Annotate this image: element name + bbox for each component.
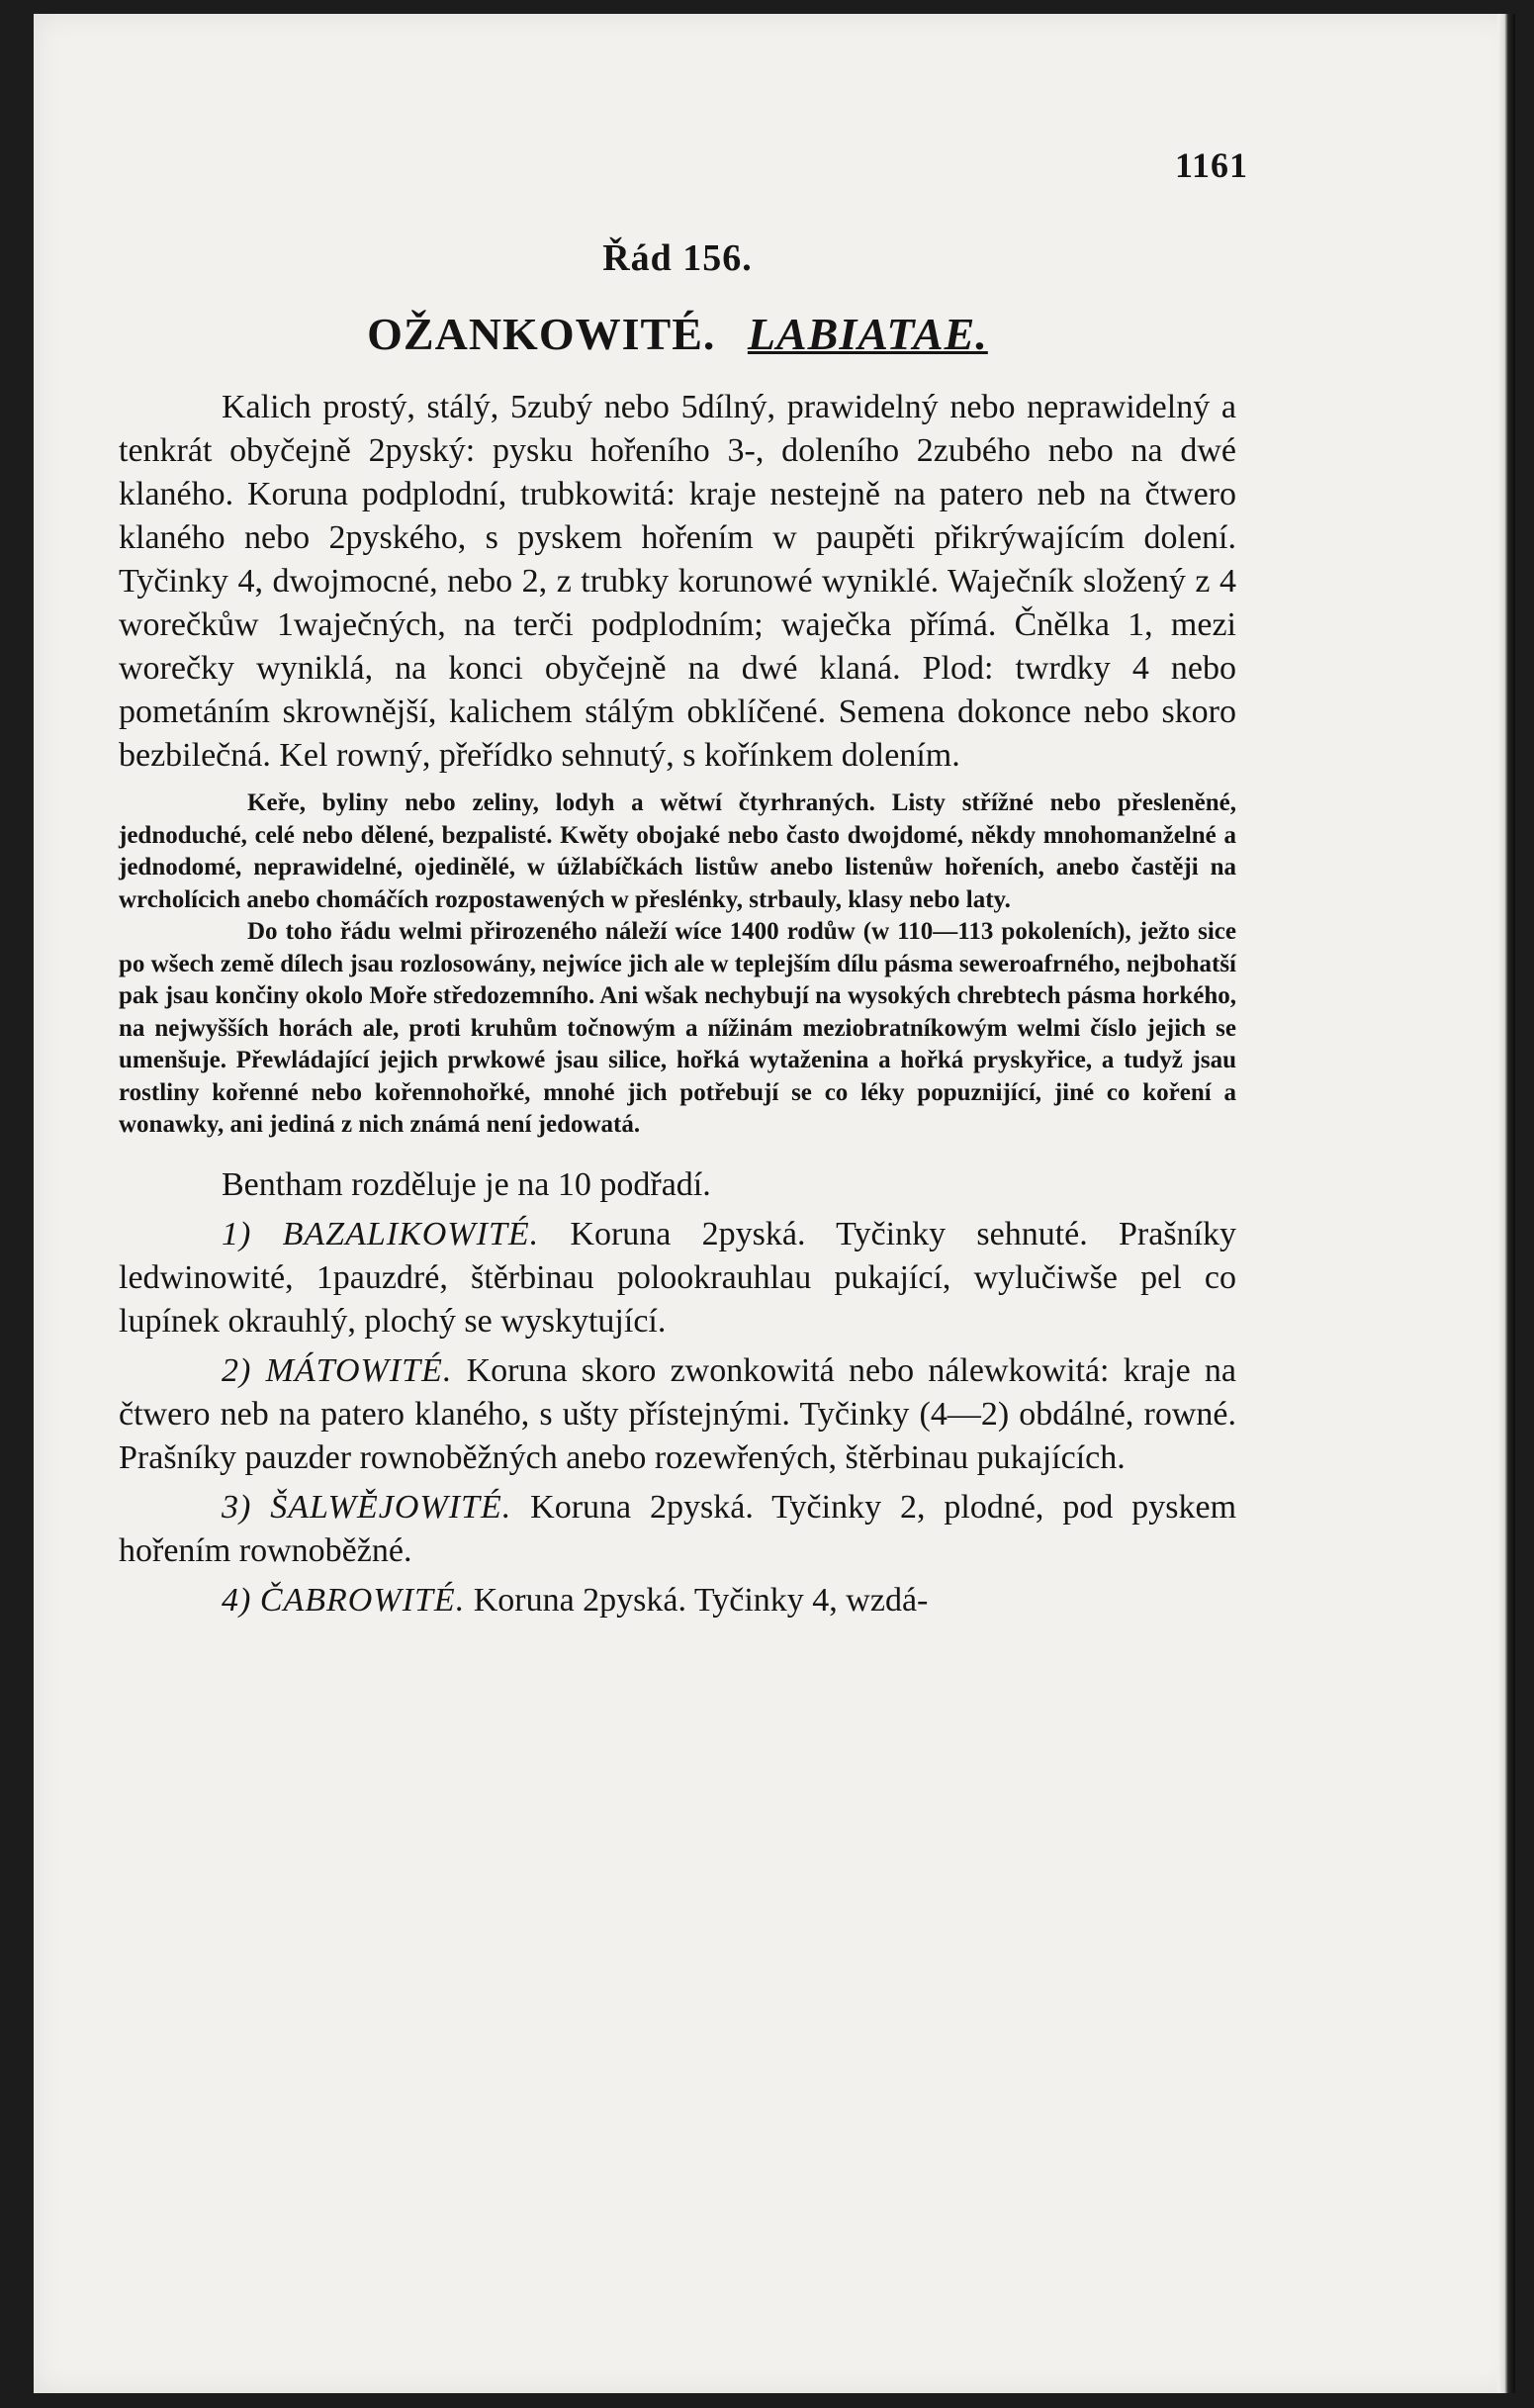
- note-habit: Keře, byliny nebo zeliny, lodyh a wětwí čtyrhraných. Listy střížné nebo přesleněné, jednoduché, celé nebo dělené, bezpalisté. Kwěty obojaké nebo často dwojdomé, někdy mnohomanželné a jednodomé, neprawidelné, ojedinělé, w úžlabíčkách listůw anebo listenůw hořeních, anebo častěji na wrcholícich anebo chomáčích rozpostawených w přeslénky, strbauly, klasy nebo laty.: [119, 789, 1236, 913]
- subfamily-1: [119, 1213, 1236, 1343]
- subfamily-1-name: BAZALIKOWITÉ.: [282, 1215, 540, 1252]
- subfamily-2-number: 2): [222, 1351, 252, 1389]
- subfamily-3-number: 3): [222, 1488, 252, 1526]
- order-title-latin: LABIATAE.: [747, 309, 988, 359]
- note-distribution: Do toho řádu welmi přirozeného náleží wíce 1400 rodůw (w 110—113 pokoleních), ježto sice po wšech země dílech jsau rozlosowány, nejwíce jich ale w teplejším dílu pásma seweroafrného, nejbohatší pak jsau končiny okolo Moře středozemního. Ani wšak nechybují na wysokých chrebtech pásma horkého, na nejwyšších horách ale, proti kruhům točnowým a nížinám meziobratníkowým welmi číslo jejich se umenšuje. Přewládající jejich prwkowé jsau silice, hořká wytaženina a hořká pryskyřice, a tudyž jsau rostliny kořenné nebo kořennohořké, mnohé jich potřebují se co léky popuznijící, jiné co koření a wonawky, ani jediná z nich známá není jedowatá.: [119, 918, 1236, 1138]
- page-edge-shadow: [1497, 14, 1515, 2393]
- subfamily-4-text: Koruna 2pyská. Tyčinky 4, wzdá-: [473, 1581, 929, 1619]
- subfamily-1-number: 1): [222, 1215, 252, 1252]
- order-title-czech: OŽANKOWITÉ.: [367, 309, 716, 359]
- subfamily-1-text: Koruna 2pyská. Tyčinky sehnuté. Prašníky ledwinowité, 1pauzdré, štěrbinau polookrauhlau pukající, wylučiwše pel co lupínek okrauhlý, plochý se wyskytující.: [119, 1215, 1237, 1340]
- subfamily-2-name: MÁTOWITÉ.: [265, 1351, 453, 1389]
- subfamily-3: [119, 1486, 1236, 1573]
- subfamily-2: [119, 1349, 1236, 1480]
- book-page: [34, 14, 1515, 2393]
- page-number: 1161: [1174, 145, 1248, 185]
- bentham-intro: Bentham rozděluje je na 10 podřadí.: [222, 1165, 711, 1203]
- order-number: Řád 156.: [602, 237, 753, 279]
- order-title: [119, 308, 1236, 360]
- subfamily-3-name: ŠALWĚJOWITÉ.: [270, 1488, 512, 1526]
- subfamily-4-number: 4): [222, 1581, 252, 1619]
- subfamily-3-text: Koruna 2pyská. Tyčinky 2, plodné, pod pyskem hořením rownoběžné.: [119, 1488, 1237, 1569]
- order-description: Kalich prostý, stálý, 5zubý nebo 5dílný, prawidelný nebo neprawidelný a tenkrát obyčejně 2pyský: pysku hořeního 3-, doleního 2zubého nebo na dwé klaného. Koruna podplodní, trubkowitá: kraje nestejně na patero neb na čtwero klaného nebo 2pyského, s pyskem hořením w paupěti přikrýwajícím dolení. Tyčinky 4, dwojmocné, nebo 2, z trubky korunowé wyniklé. Waječník složený z 4 worečkůw 1waječných, na terči podplodním; waječka přímá. Čnělka 1, mezi worečky wyniklá, na konci obyčejně na dwé klaná. Plod: twrdky 4 nebo pometáním skrownější, kalichem stálým obklíčené. Semena dokonce nebo skoro bezbilečná. Kel rowný, přeřídko sehnutý, s kořínkem dolením.: [119, 389, 1236, 774]
- subfamily-4-name: ČABROWITÉ.: [259, 1581, 466, 1619]
- subfamily-4: [119, 1579, 1236, 1622]
- subfamily-2-text: Koruna skoro zwonkowitá nebo nálewkowitá: kraje na čtwero neb na patero klaného, s ušty přístejnými. Tyčinky (4—2) obdálné, rowné. Prašníky pauzder rownoběžných anebo rozewřených, štěrbinau pukajících.: [119, 1351, 1237, 1476]
- page-content: [119, 142, 1236, 1622]
